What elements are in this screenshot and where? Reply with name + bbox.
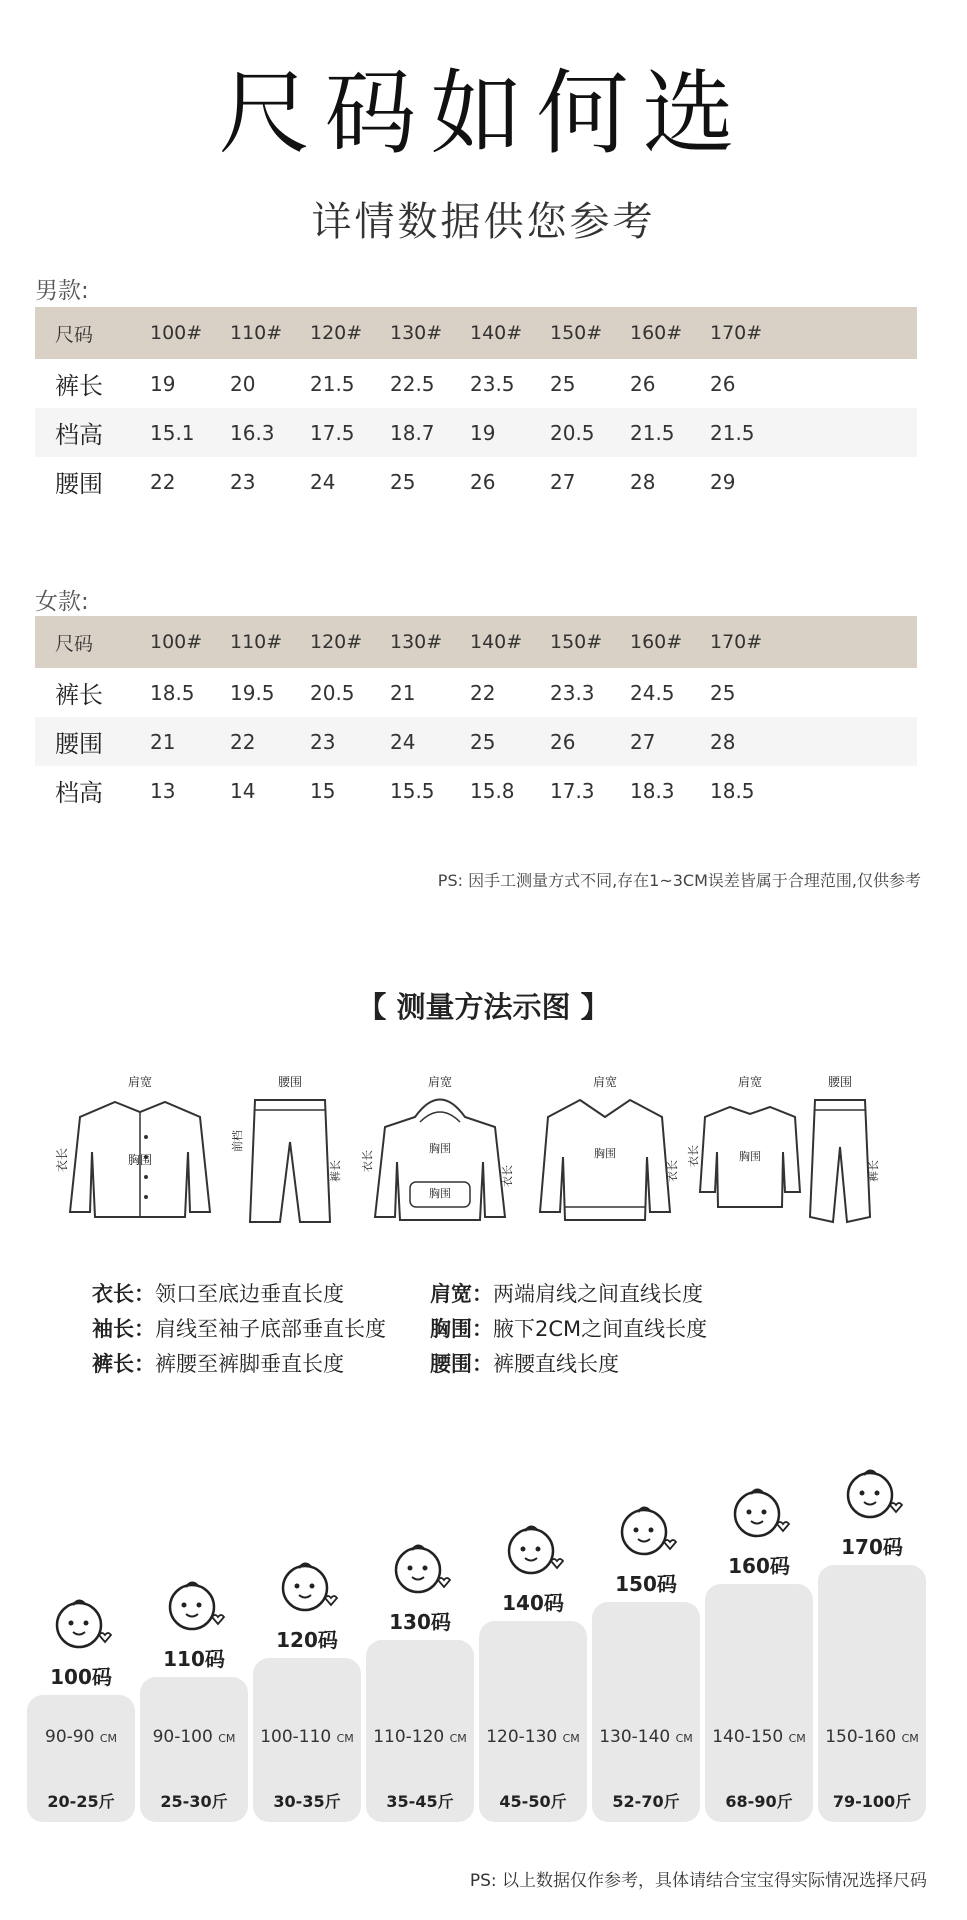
hoodie-length-label-2: 衣长 xyxy=(501,1165,514,1187)
size-column xyxy=(705,1584,813,1822)
row-label: 腰围 xyxy=(55,730,103,758)
size-column xyxy=(818,1565,926,1822)
size-column xyxy=(592,1602,700,1822)
table-header-label: 尺码 xyxy=(55,323,94,346)
table-cell: 23.5 xyxy=(470,371,515,396)
table-row xyxy=(35,717,917,766)
size-label: 160码 xyxy=(728,1553,790,1578)
table-header-row xyxy=(35,307,917,359)
tracksuit-waist-label: 腰围 xyxy=(827,1075,853,1089)
size-column xyxy=(366,1640,474,1823)
sweater-length-label: 衣长 xyxy=(666,1160,679,1182)
table-cell: 19.5 xyxy=(230,680,275,705)
page-title: 尺码如何选 xyxy=(218,60,749,167)
method-title: 【 测量方法示图 】 xyxy=(357,990,610,1024)
table-cell: 21.5 xyxy=(630,420,675,445)
table-cell: 27 xyxy=(630,729,656,754)
table-cell: 15.8 xyxy=(470,778,515,803)
weight-range-label: 20-25斤 xyxy=(47,1792,115,1811)
row-label: 档高 xyxy=(55,421,103,449)
weight-range-label: 79-100斤 xyxy=(832,1792,912,1811)
table-cell: 26 xyxy=(710,371,736,396)
table-cell: 21 xyxy=(390,680,416,705)
male-size-table xyxy=(35,307,917,506)
height-unit: CM xyxy=(901,1732,919,1745)
table-cell: 22.5 xyxy=(390,371,435,396)
table-row xyxy=(35,668,917,717)
size-header-cell: 120# xyxy=(310,631,363,653)
height-unit: CM xyxy=(449,1732,467,1745)
height-range-value: 110-120 xyxy=(373,1727,445,1747)
legend-key: 衣长： xyxy=(92,1282,155,1306)
table-row xyxy=(35,766,917,815)
hoodie-shoulder-label: 肩宽 xyxy=(427,1075,453,1089)
table-header-label: 尺码 xyxy=(55,632,94,655)
size-header-cell: 120# xyxy=(310,322,363,344)
tracksuit-pants-length-label: 裤长 xyxy=(867,1160,880,1182)
size-header-cell: 140# xyxy=(470,322,523,344)
legend-key: 腰围： xyxy=(430,1352,493,1376)
tracksuit-chest-label: 胸围 xyxy=(739,1150,761,1163)
table-cell: 20 xyxy=(230,371,256,396)
baby-face-icon xyxy=(162,1577,226,1635)
baby-face-icon xyxy=(614,1502,678,1560)
legend-key: 肩宽： xyxy=(430,1282,493,1306)
size-label: 170码 xyxy=(841,1535,903,1559)
size-header-cell: 110# xyxy=(230,631,283,653)
height-range-value: 90-90 xyxy=(45,1727,95,1747)
table-cell: 21.5 xyxy=(710,420,755,445)
size-column xyxy=(253,1658,361,1822)
size-header-cell: 140# xyxy=(470,631,523,653)
legend-shoulder xyxy=(430,1278,703,1308)
height-range-label xyxy=(140,1727,248,1747)
height-range-value: 100-110 xyxy=(260,1727,332,1747)
table-cell: 25 xyxy=(390,469,416,494)
pants-rise-label: 前档 xyxy=(231,1130,244,1152)
legend-text: 裤腰至裤脚垂直长度 xyxy=(155,1352,344,1376)
size-header-cell: 110# xyxy=(230,322,283,344)
table-cell: 26 xyxy=(550,729,576,754)
jacket-shoulder-label: 肩宽 xyxy=(127,1075,153,1089)
tracksuit-icon xyxy=(687,1072,880,1232)
size-label: 130码 xyxy=(389,1609,451,1634)
table-cell: 13 xyxy=(150,778,176,803)
size-header-cell: 160# xyxy=(630,322,683,344)
hoodie-icon xyxy=(361,1072,515,1232)
size-header-cell: 150# xyxy=(550,322,603,344)
height-range-value: 150-160 xyxy=(825,1727,897,1747)
weight-range-label: 35-45斤 xyxy=(386,1792,454,1811)
row-label: 裤长 xyxy=(55,681,103,709)
jacket-icon xyxy=(55,1072,220,1232)
table-cell: 27 xyxy=(550,469,576,494)
height-range-label xyxy=(253,1727,361,1747)
hoodie-chest-label: 胸围 xyxy=(429,1142,451,1155)
height-range-label xyxy=(705,1727,813,1747)
table-cell: 19 xyxy=(470,420,496,445)
height-unit: CM xyxy=(336,1732,354,1745)
height-unit: CM xyxy=(99,1732,117,1745)
hoodie-length-label: 衣长 xyxy=(361,1150,374,1172)
table-row xyxy=(35,408,917,457)
height-range-label xyxy=(818,1727,926,1747)
height-range-label xyxy=(479,1727,587,1747)
sweater-chest-label: 胸围 xyxy=(594,1147,616,1160)
height-range-value: 130-140 xyxy=(599,1727,671,1747)
female-size-table xyxy=(35,616,917,815)
female-section-label: 女款: xyxy=(35,589,89,615)
table-cell: 23 xyxy=(310,729,336,754)
size-column xyxy=(479,1621,587,1822)
legend-text: 腋下2CM之间直线长度 xyxy=(493,1317,708,1341)
size-label: 120码 xyxy=(276,1628,338,1653)
table-cell: 26 xyxy=(470,469,496,494)
weight-range-label: 45-50斤 xyxy=(499,1792,567,1811)
table-cell: 28 xyxy=(630,469,656,494)
table-cell: 18.5 xyxy=(710,778,755,803)
legend-key: 裤长： xyxy=(92,1352,155,1376)
table-cell: 24 xyxy=(310,469,336,494)
ps-note-1: PS: 因手工测量方式不同,存在1~3CM误差皆属于合理范围,仅供参考 xyxy=(437,871,921,890)
table-cell: 15.5 xyxy=(390,778,435,803)
baby-face-icon xyxy=(388,1540,452,1598)
table-cell: 22 xyxy=(470,680,496,705)
legend-text: 两端肩线之间直线长度 xyxy=(493,1282,703,1306)
size-header-cell: 130# xyxy=(390,322,443,344)
legend-key: 胸围： xyxy=(430,1317,493,1341)
table-cell: 29 xyxy=(710,469,736,494)
size-label: 110码 xyxy=(163,1646,225,1671)
baby-face-icon xyxy=(840,1465,904,1523)
table-cell: 18.7 xyxy=(390,420,435,445)
size-column xyxy=(27,1695,135,1822)
baby-face-icon xyxy=(501,1521,565,1579)
male-section-label: 男款: xyxy=(35,278,89,304)
table-cell: 20.5 xyxy=(310,680,355,705)
weight-range-label: 52-70斤 xyxy=(612,1792,680,1811)
table-cell: 21 xyxy=(150,729,176,754)
table-cell: 24 xyxy=(390,729,416,754)
hoodie-chest-label-2: 胸围 xyxy=(429,1187,451,1200)
table-cell: 20.5 xyxy=(550,420,595,445)
table-header-row xyxy=(35,616,917,668)
jacket-length-label: 衣长 xyxy=(55,1147,69,1172)
baby-face-icon xyxy=(49,1595,113,1653)
legend-length xyxy=(92,1278,344,1308)
height-range-value: 120-130 xyxy=(486,1727,558,1747)
table-cell: 19 xyxy=(150,371,176,396)
height-unit: CM xyxy=(562,1732,580,1745)
height-unit: CM xyxy=(675,1732,693,1745)
size-label: 100码 xyxy=(50,1665,112,1690)
legend-text: 肩线至袖子底部垂直长度 xyxy=(155,1317,386,1341)
pants-icon xyxy=(231,1072,345,1232)
table-row xyxy=(35,457,917,506)
table-cell: 22 xyxy=(230,729,256,754)
table-cell: 22 xyxy=(150,469,176,494)
sweater-shoulder-label: 肩宽 xyxy=(592,1075,618,1089)
size-header-cell: 130# xyxy=(390,631,443,653)
legend-waist xyxy=(430,1348,619,1378)
table-cell: 25 xyxy=(470,729,496,754)
table-cell: 17.3 xyxy=(550,778,595,803)
table-cell: 14 xyxy=(230,778,256,803)
sweater-icon xyxy=(530,1072,680,1232)
weight-range-label: 68-90斤 xyxy=(725,1792,793,1811)
height-range-label xyxy=(27,1727,135,1747)
size-label: 150码 xyxy=(615,1572,677,1597)
table-cell: 26 xyxy=(630,371,656,396)
table-cell: 23 xyxy=(230,469,256,494)
row-label: 腰围 xyxy=(55,470,103,498)
tracksuit-length-label: 衣长 xyxy=(687,1145,700,1167)
weight-range-label: 30-35斤 xyxy=(273,1792,341,1811)
table-cell: 28 xyxy=(710,729,736,754)
size-header-cell: 150# xyxy=(550,631,603,653)
table-cell: 18.5 xyxy=(150,680,195,705)
table-cell: 24.5 xyxy=(630,680,675,705)
table-cell: 23.3 xyxy=(550,680,595,705)
table-row xyxy=(35,359,917,408)
baby-face-icon xyxy=(727,1484,791,1542)
height-range-value: 140-150 xyxy=(712,1727,784,1747)
height-range-label xyxy=(366,1727,474,1747)
size-header-cell: 100# xyxy=(150,322,203,344)
pants-length-label: 裤长 xyxy=(329,1160,342,1182)
size-header-cell: 100# xyxy=(150,631,203,653)
height-range-value: 90-100 xyxy=(152,1727,213,1747)
table-cell: 16.3 xyxy=(230,420,275,445)
jacket-chest-label: 胸围 xyxy=(127,1153,153,1167)
height-unit: CM xyxy=(218,1732,236,1745)
table-cell: 15 xyxy=(310,778,336,803)
page-subtitle: 详情数据供您参考 xyxy=(311,199,656,245)
size-column xyxy=(140,1677,248,1822)
legend-text: 裤腰直线长度 xyxy=(493,1352,619,1376)
size-header-cell: 160# xyxy=(630,631,683,653)
legend-text: 领口至底边垂直长度 xyxy=(155,1282,344,1306)
legend-chest xyxy=(430,1313,707,1343)
legend-pants-length xyxy=(92,1348,344,1378)
height-unit: CM xyxy=(788,1732,806,1745)
row-label: 档高 xyxy=(55,779,103,807)
table-cell: 21.5 xyxy=(310,371,355,396)
size-label: 140码 xyxy=(502,1590,564,1615)
size-header-cell: 170# xyxy=(710,322,763,344)
baby-face-icon xyxy=(275,1558,339,1616)
row-label: 裤长 xyxy=(55,372,103,400)
table-cell: 25 xyxy=(550,371,576,396)
legend-key: 袖长： xyxy=(92,1317,155,1341)
table-cell: 17.5 xyxy=(310,420,355,445)
pants-waist-label: 腰围 xyxy=(277,1075,303,1089)
legend-sleeve xyxy=(92,1313,386,1343)
table-cell: 25 xyxy=(710,680,736,705)
size-header-cell: 170# xyxy=(710,631,763,653)
weight-range-label: 25-30斤 xyxy=(160,1792,228,1811)
table-cell: 15.1 xyxy=(150,420,195,445)
height-range-label xyxy=(592,1727,700,1747)
tracksuit-shoulder-label: 肩宽 xyxy=(737,1075,763,1089)
table-cell: 18.3 xyxy=(630,778,675,803)
ps-note-2: PS: 以上数据仅作参考，具体请结合宝宝得实际情况选择尺码 xyxy=(469,1871,927,1891)
